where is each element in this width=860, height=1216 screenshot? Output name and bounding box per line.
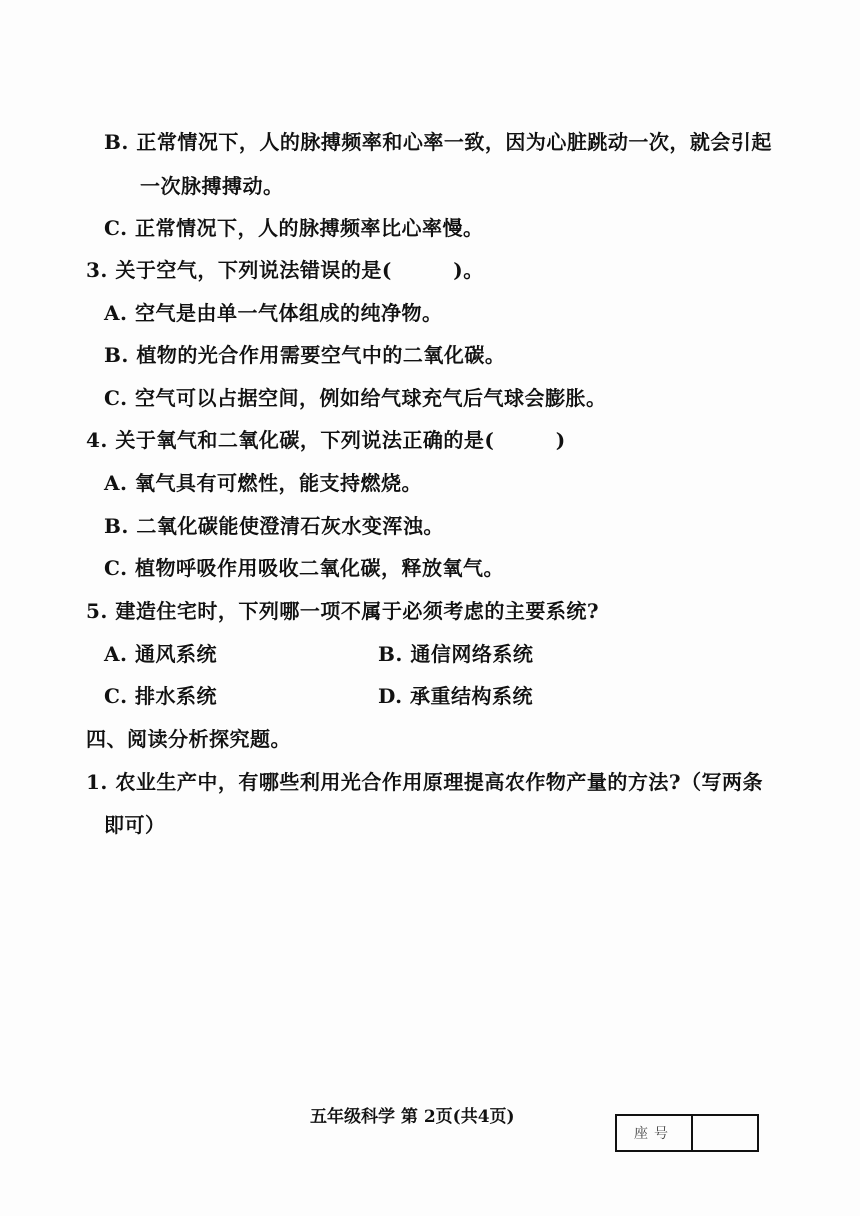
- section4-q1-line2: 即可）: [104, 813, 166, 837]
- q3-option-b: B. 植物的光合作用需要空气中的二氧化碳。: [104, 343, 506, 367]
- seat-number-box: [615, 1114, 759, 1152]
- q5-option-d: D. 承重结构系统: [378, 684, 534, 708]
- q5-option-a: A. 通风系统: [104, 642, 217, 666]
- q4-option-b: B. 二氧化碳能使澄清石灰水变浑浊。: [104, 514, 444, 538]
- q5-option-c: C. 排水系统: [104, 684, 217, 708]
- q3-option-a: A. 空气是由单一气体组成的纯净物。: [104, 301, 443, 325]
- q5-option-b: B. 通信网络系统: [378, 642, 534, 666]
- q2-option-c: C. 正常情况下，人的脉搏频率比心率慢。: [104, 216, 484, 240]
- q3-option-c: C. 空气可以占据空间，例如给气球充气后气球会膨胀。: [104, 386, 607, 410]
- q4-option-c: C. 植物呼吸作用吸收二氧化碳，释放氧气。: [104, 556, 504, 580]
- seat-number-field: [693, 1116, 757, 1150]
- q4-option-a: A. 氧气具有可燃性，能支持燃烧。: [104, 471, 422, 495]
- section4-q1-line1: 1. 农业生产中，有哪些利用光合作用原理提高农作物产量的方法?（写两条: [86, 770, 764, 794]
- seat-number-label: 座号: [617, 1116, 693, 1150]
- q2-option-b-line2: 一次脉搏搏动。: [140, 174, 284, 198]
- q5-stem: 5. 建造住宅时，下列哪一项不属于必须考虑的主要系统?: [86, 599, 600, 623]
- page-footer: 五年级科学 第 2页(共4页): [310, 1107, 515, 1127]
- q2-option-b-line1: B. 正常情况下，人的脉搏频率和心率一致，因为心脏跳动一次，就会引起: [104, 130, 772, 154]
- section4-heading: 四、阅读分析探究题。: [86, 727, 291, 751]
- q3-stem: 3. 关于空气，下列说法错误的是( )。: [86, 258, 484, 282]
- q4-stem: 4. 关于氧气和二氧化碳，下列说法正确的是( ): [86, 428, 566, 452]
